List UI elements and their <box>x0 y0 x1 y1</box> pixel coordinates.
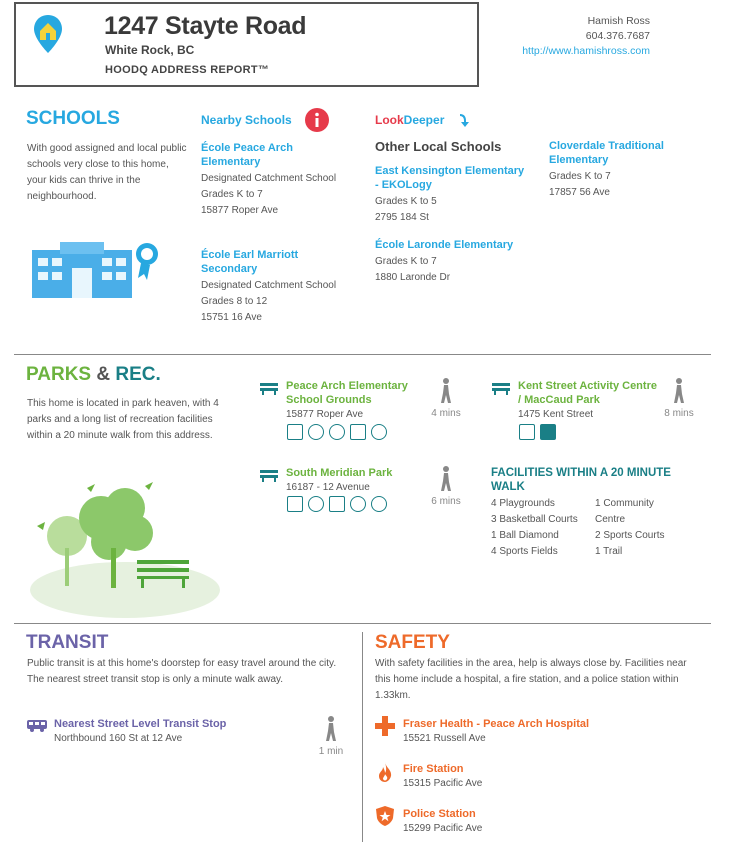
baseball-icon <box>329 424 345 440</box>
bench-icon <box>260 468 278 482</box>
park-3-activity-icons <box>287 496 392 517</box>
playground-icon <box>287 424 303 440</box>
arrow-down-icon <box>458 114 470 128</box>
walking-person-icon <box>324 716 338 742</box>
bus-icon <box>27 720 47 732</box>
safety-fire-station[interactable]: Fire Station 15315 Pacific Ave <box>403 763 483 789</box>
transit-stop[interactable]: Nearest Street Level Transit Stop Northbound 160 St at 12 Ave <box>54 718 227 744</box>
nearby-schools-label: Nearby Schools <box>201 113 292 127</box>
home-pin-icon <box>33 14 63 54</box>
fire-icon <box>377 762 393 782</box>
schools-description: With good assigned and local public schools very close to this home, your kids can thrive in the neighbourhood. <box>27 143 187 202</box>
section-divider <box>14 354 711 355</box>
info-icon[interactable] <box>305 108 329 132</box>
report-label: HOODQ ADDRESS REPORT™ <box>105 64 270 76</box>
school-building-illustration <box>30 236 165 301</box>
bench-icon <box>260 381 278 395</box>
address-title: 1247 Stayte Road <box>104 12 307 40</box>
facilities-list-left: 4 Playgrounds 3 Basketball Courts 1 Ball Diamond 4 Sports Fields <box>491 498 578 557</box>
park-1-activity-icons <box>287 424 392 445</box>
tennis-icon <box>371 424 387 440</box>
facilities-list-right: 1 Community Centre 2 Sports Courts 1 Trail <box>595 498 665 557</box>
other-school-3[interactable]: Cloverdale Traditional Elementary Grades K to 7 17857 56 Ave <box>549 140 664 198</box>
transit-description: Public transit is at this home's doorstep for easy travel around the city. The nearest street transit stop is only a minute walk away. <box>27 658 337 685</box>
basketball-icon <box>308 424 324 440</box>
park-3-walk-time: 6 mins <box>431 496 461 507</box>
safety-description: With safety facilities in the area, help is always close by. Facilities near this home include a hospital, a fire station, and a police station within 1.33km. <box>375 658 687 701</box>
bench-icon <box>492 381 510 395</box>
column-divider <box>362 632 363 842</box>
basketball-icon <box>308 496 324 512</box>
transit-title: TRANSIT <box>26 632 109 653</box>
walking-person-icon <box>439 378 453 404</box>
playground-icon <box>287 496 303 512</box>
park-2-activity-icons <box>519 424 561 445</box>
agent-phone: 604.376.7687 <box>585 30 650 42</box>
sports-field-icon <box>329 496 345 512</box>
safety-police-station[interactable]: Police Station 15299 Pacific Ave <box>403 808 483 834</box>
park-3[interactable]: South Meridian Park 16187 - 12 Avenue <box>286 467 393 493</box>
agent-info <box>522 14 650 59</box>
playground-icon <box>519 424 535 440</box>
parks-title: PARKS & REC. <box>26 364 161 385</box>
safety-title: SAFETY <box>375 632 450 653</box>
park-1-walk-time: 4 mins <box>431 408 461 419</box>
look-deeper-label[interactable]: LookDeeper <box>375 113 445 127</box>
city-label: White Rock, BC <box>105 43 195 57</box>
parks-description: This home is located in park heaven, with 4 parks and a long list of recreation facilities within a 20 minute walk from this address. <box>27 398 219 441</box>
nearby-school-1[interactable]: École Peace Arch Elementary Designated Catchment School Grades K to 7 15877 Roper Ave <box>201 142 337 216</box>
facilities-title: FACILITIES WITHIN A 20 MINUTE WALK <box>491 467 671 493</box>
other-schools-label: Other Local Schools <box>375 139 502 154</box>
park-1[interactable]: Peace Arch Elementary School Grounds 15877 Roper Ave <box>286 380 408 420</box>
park-2[interactable]: Kent Street Activity Centre / MacCaud Park 1475 Kent Street <box>518 380 657 420</box>
other-school-2[interactable]: École Laronde Elementary Grades K to 7 1880 Laronde Dr <box>375 239 514 283</box>
transit-walk-time: 1 min <box>318 746 344 757</box>
other-school-1[interactable]: East Kensington Elementary - EKOLogy Grades K to 5 2795 184 St <box>375 165 525 223</box>
hospital-cross-icon <box>375 716 395 736</box>
section-divider <box>14 623 711 624</box>
schools-title: SCHOOLS <box>26 108 120 129</box>
sports-field-icon <box>350 424 366 440</box>
trail-icon <box>371 496 387 512</box>
walking-person-icon <box>439 466 453 492</box>
safety-hospital[interactable]: Fraser Health - Peace Arch Hospital 15521 Russell Ave <box>403 718 590 744</box>
community-centre-icon <box>540 424 556 440</box>
agent-name: Hamish Ross <box>587 15 650 27</box>
tennis-icon <box>350 496 366 512</box>
park-2-walk-time: 8 mins <box>664 408 694 419</box>
nearby-school-2[interactable]: École Earl Marriott Secondary Designated Catchment School Grades 8 to 12 15751 16 Ave <box>201 249 337 323</box>
park-illustration <box>25 478 220 618</box>
police-badge-icon <box>376 806 394 826</box>
agent-website-link[interactable]: http://www.hamishross.com <box>522 45 650 57</box>
walking-person-icon <box>672 378 686 404</box>
